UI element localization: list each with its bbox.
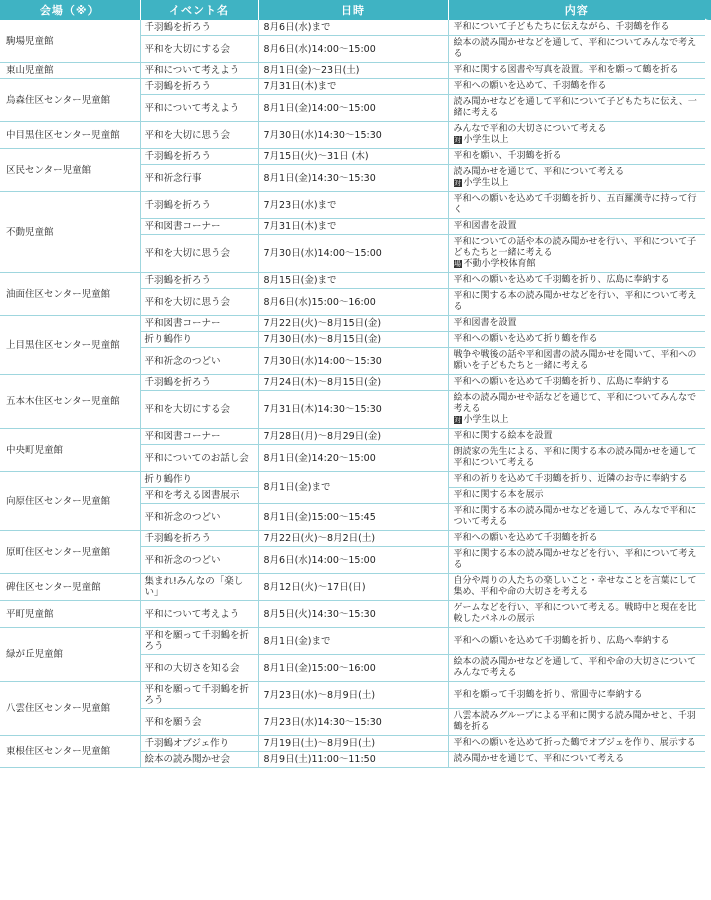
event-content xyxy=(448,504,705,531)
event-content xyxy=(448,752,705,768)
event-name: 平和について考えよう xyxy=(140,63,258,79)
table-row xyxy=(0,736,705,752)
note-text: 小学生以上 xyxy=(463,415,509,425)
header-event: イベント名 xyxy=(140,0,258,20)
venue-name: 碑住区センター児童館 xyxy=(0,574,140,601)
event-content xyxy=(448,655,705,682)
venue-name: 烏森住区センター児童館 xyxy=(0,79,140,122)
event-datetime: 7月28日(月)～8月29日(金) xyxy=(258,429,448,445)
event-name: 平和を大切に思う会 xyxy=(140,122,258,149)
table-row xyxy=(0,20,705,36)
table-row xyxy=(0,122,705,149)
event-datetime: 8月1日(金)14:20～15:00 xyxy=(258,445,448,472)
event-name: 平和図書コーナー xyxy=(140,316,258,332)
event-content xyxy=(448,472,705,488)
event-datetime: 7月31日(木)14:30～15:30 xyxy=(258,391,448,429)
event-name: 平和を願って千羽鶴を折ろう xyxy=(140,628,258,655)
event-content xyxy=(448,445,705,472)
content-text: 平和に関する絵本を設置 xyxy=(453,431,553,441)
event-name: 平和についてのお話し会 xyxy=(140,445,258,472)
content-note xyxy=(454,135,701,146)
content-text: 平和に関する図書や写真を設置。平和を願って鶴を折る xyxy=(453,65,679,75)
content-text: 平和への願いを込めて折った鶴でオブジェを作り、展示する xyxy=(453,738,696,748)
event-datetime: 8月1日(金)～23日(土) xyxy=(258,63,448,79)
venue-name: 向原住区センター児童館 xyxy=(0,472,140,531)
event-name: 千羽鶴を折ろう xyxy=(140,20,258,36)
event-content xyxy=(448,79,705,95)
event-content xyxy=(448,149,705,165)
content-text: 平和に関する本の読み聞かせなどを行い、平和について考える xyxy=(453,291,697,312)
event-datetime: 7月24日(木)～8月15日(金) xyxy=(258,375,448,391)
content-text: 平和への願いを込めて折り鶴を作る xyxy=(453,334,598,344)
event-name: 平和祈念のつどい xyxy=(140,348,258,375)
table-row xyxy=(0,682,705,709)
event-datetime: 7月23日(水)14:30～15:30 xyxy=(258,709,448,736)
event-datetime: 8月1日(金)15:00～15:45 xyxy=(258,504,448,531)
event-name: 絵本の読み聞かせ会 xyxy=(140,752,258,768)
event-name: 千羽鶴を折ろう xyxy=(140,149,258,165)
event-content xyxy=(448,219,705,235)
event-content xyxy=(448,391,705,429)
table-row xyxy=(0,79,705,95)
venue-name: 油面住区センター児童館 xyxy=(0,273,140,316)
event-datetime: 8月6日(水)14:00～15:00 xyxy=(258,547,448,574)
event-content xyxy=(448,628,705,655)
event-content xyxy=(448,122,705,149)
event-content xyxy=(448,736,705,752)
content-text: 平和に関する本の読み聞かせなどを行い、平和について考える xyxy=(453,549,697,570)
event-name: 千羽鶴を折ろう xyxy=(140,192,258,219)
note-text: 小学生以上 xyxy=(463,178,509,188)
content-text: 平和への願いを込めて千羽鶴を折り、広島へ奉納する xyxy=(453,635,670,646)
header-content: 内容 xyxy=(448,0,705,20)
event-content xyxy=(448,348,705,375)
place-tag-icon: 場 xyxy=(454,259,461,268)
corner-decoration xyxy=(703,0,711,20)
event-content xyxy=(448,709,705,736)
event-datetime: 7月23日(水)まで xyxy=(258,192,448,219)
target-tag-icon: 対 xyxy=(454,135,461,144)
event-content xyxy=(448,36,705,63)
event-name: 千羽鶴を折ろう xyxy=(140,273,258,289)
table-row xyxy=(0,192,705,219)
event-name: 平和図書コーナー xyxy=(140,219,258,235)
content-text: 平和図書を設置 xyxy=(453,221,517,231)
event-content xyxy=(448,574,705,601)
venue-name: 五本木住区センター児童館 xyxy=(0,375,140,429)
content-text: 読み聞かせを通じて、平和について考える xyxy=(453,754,625,764)
content-text: 平和についての話や本の読み聞かせを行い、平和について子どもたちと一緒に考える xyxy=(453,237,697,258)
event-content xyxy=(448,63,705,79)
event-content xyxy=(448,531,705,547)
event-content xyxy=(448,316,705,332)
table-body xyxy=(0,20,705,768)
table-row xyxy=(0,531,705,547)
event-name: 平和について考えよう xyxy=(140,95,258,122)
event-content xyxy=(448,547,705,574)
table-row xyxy=(0,574,705,601)
event-content xyxy=(448,332,705,348)
content-text: 平和への願いを込めて、千羽鶴を作る xyxy=(453,81,607,91)
content-text: 自分や周りの人たちの楽しいこと・幸せなことを言葉にして集め、平和や命の大切さを考える xyxy=(453,576,697,597)
event-datetime: 7月30日(水)14:00～15:00 xyxy=(258,235,448,273)
target-tag-icon: 対 xyxy=(454,178,461,187)
event-content xyxy=(448,192,705,219)
event-datetime: 7月31日(木)まで xyxy=(258,79,448,95)
event-datetime: 7月22日(火)～8月15日(金) xyxy=(258,316,448,332)
target-tag-icon: 対 xyxy=(454,415,461,424)
event-content xyxy=(448,488,705,504)
venue-name: 緑が丘児童館 xyxy=(0,628,140,682)
event-content xyxy=(448,165,705,192)
table-row xyxy=(0,472,705,488)
content-text: 絵本の読み聞かせなどを通して、平和や命の大切さについてみんなで考える xyxy=(453,657,697,678)
event-name: 平和を大切に思う会 xyxy=(140,235,258,273)
event-datetime: 8月1日(金)まで xyxy=(258,472,448,504)
content-text: 平和の祈りを込めて千羽鶴を折り、近隣のお寺に奉納する xyxy=(453,474,688,484)
event-name: 千羽鶴を折ろう xyxy=(140,531,258,547)
content-text: 絵本の読み聞かせや話などを通じて、平和についてみんなで考える xyxy=(453,393,697,414)
event-name: 折り鶴作り xyxy=(140,332,258,348)
event-content xyxy=(448,601,705,628)
table-row xyxy=(0,429,705,445)
content-text: 平和を願い、千羽鶴を折る xyxy=(453,151,562,161)
content-text: 読み聞かせなどを通して平和について子どもたちに伝え、一緒に考える xyxy=(453,97,697,118)
venue-name: 駒場児童館 xyxy=(0,20,140,63)
event-datetime: 7月30日(水)～8月15日(金) xyxy=(258,332,448,348)
event-content xyxy=(448,429,705,445)
content-text: みんなで平和の大切さについて考える xyxy=(453,124,607,134)
table-row xyxy=(0,375,705,391)
event-datetime: 8月6日(水)14:00～15:00 xyxy=(258,36,448,63)
content-text: 平和への願いを込めて千羽鶴を折り、広島に奉納する xyxy=(453,377,670,387)
table-row xyxy=(0,316,705,332)
event-datetime: 8月1日(金)まで xyxy=(258,628,448,655)
content-note xyxy=(454,178,701,189)
table-row xyxy=(0,273,705,289)
event-content xyxy=(448,273,705,289)
venue-name: 中央町児童館 xyxy=(0,429,140,472)
content-text: 平和への願いを込めて千羽鶴を折る xyxy=(453,533,598,543)
event-content xyxy=(448,20,705,36)
content-text: 八雲本読みグループによる平和に関する読み聞かせと、千羽鶴を折る xyxy=(453,711,696,732)
note-text: 小学生以上 xyxy=(463,135,509,145)
event-datetime: 8月1日(金)15:00～16:00 xyxy=(258,655,448,682)
event-name: 平和を考える図書展示 xyxy=(140,488,258,504)
event-name: 平和祈念行事 xyxy=(140,165,258,192)
venue-name: 八雲住区センター児童館 xyxy=(0,682,140,736)
event-datetime: 8月9日(土)11:00～11:50 xyxy=(258,752,448,768)
venue-name: 中目黒住区センター児童館 xyxy=(0,122,140,149)
table-row xyxy=(0,63,705,79)
event-name: 平和を大切にする会 xyxy=(140,36,258,63)
event-datetime: 7月19日(土)～8月9日(土) xyxy=(258,736,448,752)
event-name: 平和を大切にする会 xyxy=(140,391,258,429)
event-content xyxy=(448,289,705,316)
content-text: 平和への願いを込めて千羽鶴を折り、広島に奉納する xyxy=(453,275,670,285)
event-datetime: 8月5日(火)14:30～15:30 xyxy=(258,601,448,628)
content-text: 平和に関する本の読み聞かせなどを通して、みんなで平和について考える xyxy=(453,506,697,527)
venue-name: 上目黒住区センター児童館 xyxy=(0,316,140,375)
event-datetime: 7月22日(火)～8月2日(土) xyxy=(258,531,448,547)
event-datetime: 8月1日(金)14:00～15:00 xyxy=(258,95,448,122)
table-row xyxy=(0,601,705,628)
event-content xyxy=(448,95,705,122)
content-text: 朗読家の先生による、平和に関する本の読み聞かせを通して平和について考える xyxy=(453,447,697,468)
event-datetime: 7月31日(木)まで xyxy=(258,219,448,235)
content-text: 平和に関する本を展示 xyxy=(453,490,544,500)
event-name: 平和の大切さを知る会 xyxy=(140,655,258,682)
table-row xyxy=(0,628,705,655)
event-content xyxy=(448,682,705,709)
event-name: 折り鶴作り xyxy=(140,472,258,488)
event-content xyxy=(448,375,705,391)
event-name: 平和を大切に思う会 xyxy=(140,289,258,316)
event-name: 千羽鶴を折ろう xyxy=(140,79,258,95)
event-datetime: 7月15日(火)～31日 (木) xyxy=(258,149,448,165)
content-text: ゲームなどを行い、平和について考える。戦時中と現在を比較したパネルの展示 xyxy=(453,603,697,624)
event-datetime: 8月12日(火)～17日(日) xyxy=(258,574,448,601)
venue-name: 区民センター児童館 xyxy=(0,149,140,192)
event-name: 平和について考えよう xyxy=(140,601,258,628)
event-datetime: 8月6日(水)15:00～16:00 xyxy=(258,289,448,316)
content-text: 戦争や戦後の話や平和図書の読み聞かせを聞いて、平和への願いを子どもたちと一緒に考える xyxy=(453,350,697,371)
event-datetime: 8月1日(金)14:30～15:30 xyxy=(258,165,448,192)
venue-name: 不動児童館 xyxy=(0,192,140,273)
event-name: 平和図書コーナー xyxy=(140,429,258,445)
header-datetime: 日時 xyxy=(258,0,448,20)
event-name: 集まれ!みんなの「楽しい」 xyxy=(140,574,258,601)
event-name: 平和祈念のつどい xyxy=(140,504,258,531)
venue-name: 原町住区センター児童館 xyxy=(0,531,140,574)
event-content xyxy=(448,235,705,273)
content-note xyxy=(454,259,701,270)
event-datetime: 7月23日(水)～8月9日(土) xyxy=(258,682,448,709)
event-datetime: 8月6日(水)まで xyxy=(258,20,448,36)
content-text: 読み聞かせを通じて、平和について考える xyxy=(453,167,625,177)
venue-name: 平町児童館 xyxy=(0,601,140,628)
event-name: 平和祈念のつどい xyxy=(140,547,258,574)
event-datetime: 7月30日(水)14:00～15:30 xyxy=(258,348,448,375)
venue-name: 東根住区センター児童館 xyxy=(0,736,140,768)
content-text: 絵本の読み聞かせなどを通して、平和についてみんなで考える xyxy=(453,38,697,59)
content-text: 平和図書を設置 xyxy=(453,318,517,328)
event-name: 千羽鶴を折ろう xyxy=(140,375,258,391)
content-note xyxy=(454,415,701,426)
table-header-row xyxy=(0,0,705,20)
event-datetime: 7月30日(水)14:30～15:30 xyxy=(258,122,448,149)
note-text: 不動小学校体育館 xyxy=(463,259,536,269)
table-row xyxy=(0,149,705,165)
event-name: 平和を願う会 xyxy=(140,709,258,736)
content-text: 平和を願って千羽鶴を折り、常圓寺に奉納する xyxy=(453,689,643,700)
venue-name: 東山児童館 xyxy=(0,63,140,79)
event-datetime: 8月15日(金)まで xyxy=(258,273,448,289)
event-name: 平和を願って千羽鶴を折ろう xyxy=(140,682,258,709)
event-name: 千羽鶴オブジェ作り xyxy=(140,736,258,752)
header-venue: 会場（※） xyxy=(0,0,140,20)
content-text: 平和への願いを込めて千羽鶴を折り、五百羅漢寺に持って行く xyxy=(453,194,697,215)
content-text: 平和について子どもたちに伝えながら、千羽鶴を作る xyxy=(453,22,670,32)
